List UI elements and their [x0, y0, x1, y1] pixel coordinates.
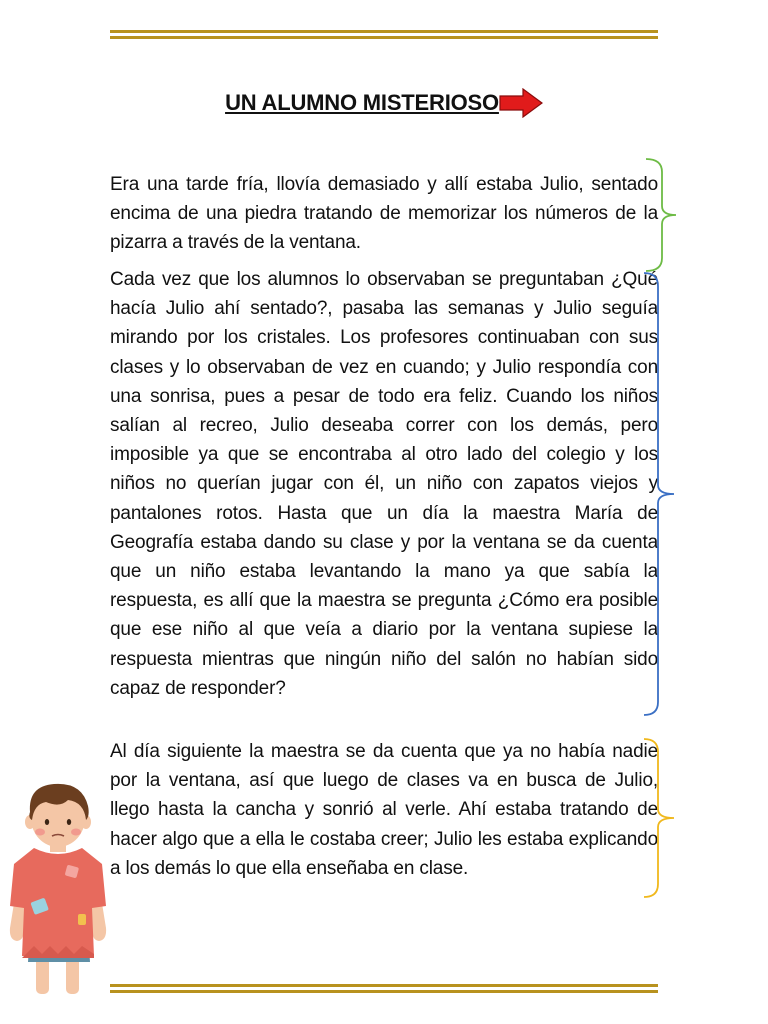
page-title: UN ALUMNO MISTERIOSO [225, 90, 499, 115]
title-row [0, 88, 768, 118]
paragraph-1: Era una tarde fría, llovía demasiado y allí estaba Julio, sentado encima de una piedra tratando de memorizar los números de la pizarra a través de la ventana. [110, 174, 658, 254]
boy-illustration [4, 778, 114, 998]
top-decorative-rule [110, 30, 658, 39]
bottom-decorative-rule [110, 984, 658, 993]
paragraph-3: Al día siguiente la maestra se da cuenta que ya no había nadie por la ventana, así que luego de clases va en busca de Julio, llego hasta la cancha y sonrió al verle. Ahí estaba tratando de hacer algo que a ella le costaba creer; Julio les estaba explicando a los demás lo que ella enseñaba en clase. [110, 741, 658, 879]
paragraph-2: Cada vez que los alumnos lo observaban se preguntaban ¿Qué hacía Julio ahí sentado?, pasaba las semanas y Julio seguía mirando por los cristales. Los profesores continuaban con sus clases y lo observaban de vez en cuando; y Julio respondía con una sonrisa, pues a pesar de todo era feliz. Cuando los niños salían al recreo, Julio deseaba correr con los demás, pero imposible ya que se encontraba al otro lado del colegio y los niños no querían jugar con él, un niño con zapatos viejos y pantalones rotos. Hasta que un día la maestra María de Geografía estaba dando su clase y por la ventana se da cuenta que un niño estaba levantando la mano ya que sabía la respuesta, es allí que la maestra se pregunta ¿Cómo era posible que ese niño al que veía a diario por la ventana supiese la respuesta mientras que ningún niño del salón no habían sido capaz de responder? [110, 269, 658, 699]
yellow-brace-icon [640, 736, 680, 900]
green-brace-icon [640, 156, 680, 274]
blue-brace-icon [640, 270, 680, 720]
red-arrow-icon [499, 88, 543, 118]
